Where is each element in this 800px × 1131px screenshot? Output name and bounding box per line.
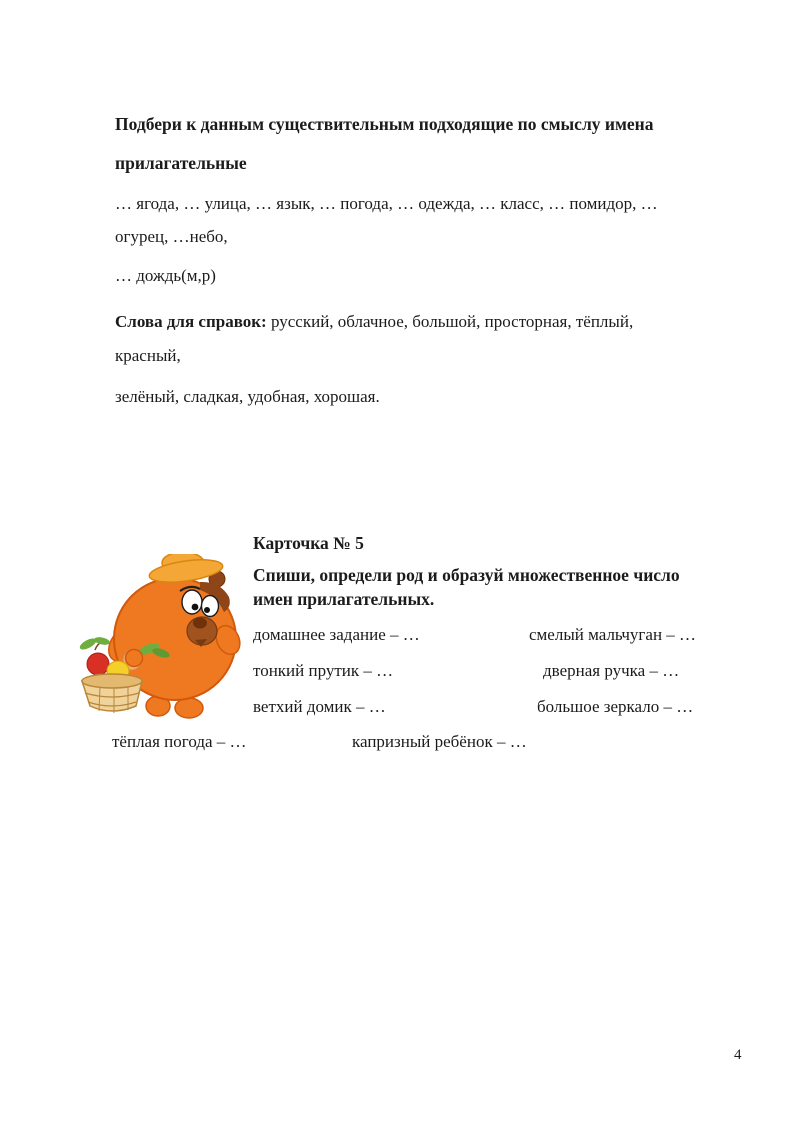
reference-words-text: русский, облачное, большой, просторная, тёплый, bbox=[266, 312, 634, 331]
reference-words-line3: зелёный, сладкая, удобная, хорошая. bbox=[115, 387, 380, 406]
pair-row3-left: ветхий домик – … bbox=[253, 697, 386, 716]
pair-row2-right: дверная ручка – … bbox=[543, 661, 680, 680]
bear-mascot-illustration bbox=[76, 554, 242, 720]
pair-row3-right: большое зеркало – … bbox=[537, 697, 694, 716]
exercise1-heading-line1: Подбери к данным существительным подходящие по смыслу имена bbox=[115, 114, 654, 134]
exercise1-nouns-line1: … ягода, … улица, … язык, … погода, … одежда, … класс, … помидор, … bbox=[115, 194, 658, 213]
fruit-basket bbox=[82, 674, 142, 713]
card-title: Карточка № 5 bbox=[253, 533, 364, 553]
basket-leaves bbox=[78, 636, 110, 652]
mascot-paw bbox=[126, 650, 143, 667]
reference-words-line1 bbox=[115, 311, 633, 333]
page-number: 4 bbox=[734, 1047, 742, 1063]
card-instruction-line1: Спиши, определи род и образуй множественное число bbox=[253, 565, 680, 585]
pair-row4-right: капризный ребёнок – … bbox=[352, 732, 527, 751]
reference-words-label: Слова для справок: bbox=[115, 312, 267, 331]
pair-row2-left: тонкий прутик – … bbox=[253, 661, 394, 680]
pair-row1-left: домашнее задание – … bbox=[253, 625, 420, 644]
pair-row1-right: смелый мальчуган – … bbox=[529, 625, 697, 644]
reference-words-line2: красный, bbox=[115, 346, 181, 365]
exercise1-nouns-line2: огурец, …небо, bbox=[115, 227, 228, 246]
pair-row4-left: тёплая погода – … bbox=[112, 732, 247, 751]
exercise1-rain-line: … дождь(м,р) bbox=[115, 266, 216, 285]
exercise1-heading-line2: прилагательные bbox=[115, 153, 247, 173]
card-instruction-line2: имен прилагательных. bbox=[253, 589, 435, 609]
